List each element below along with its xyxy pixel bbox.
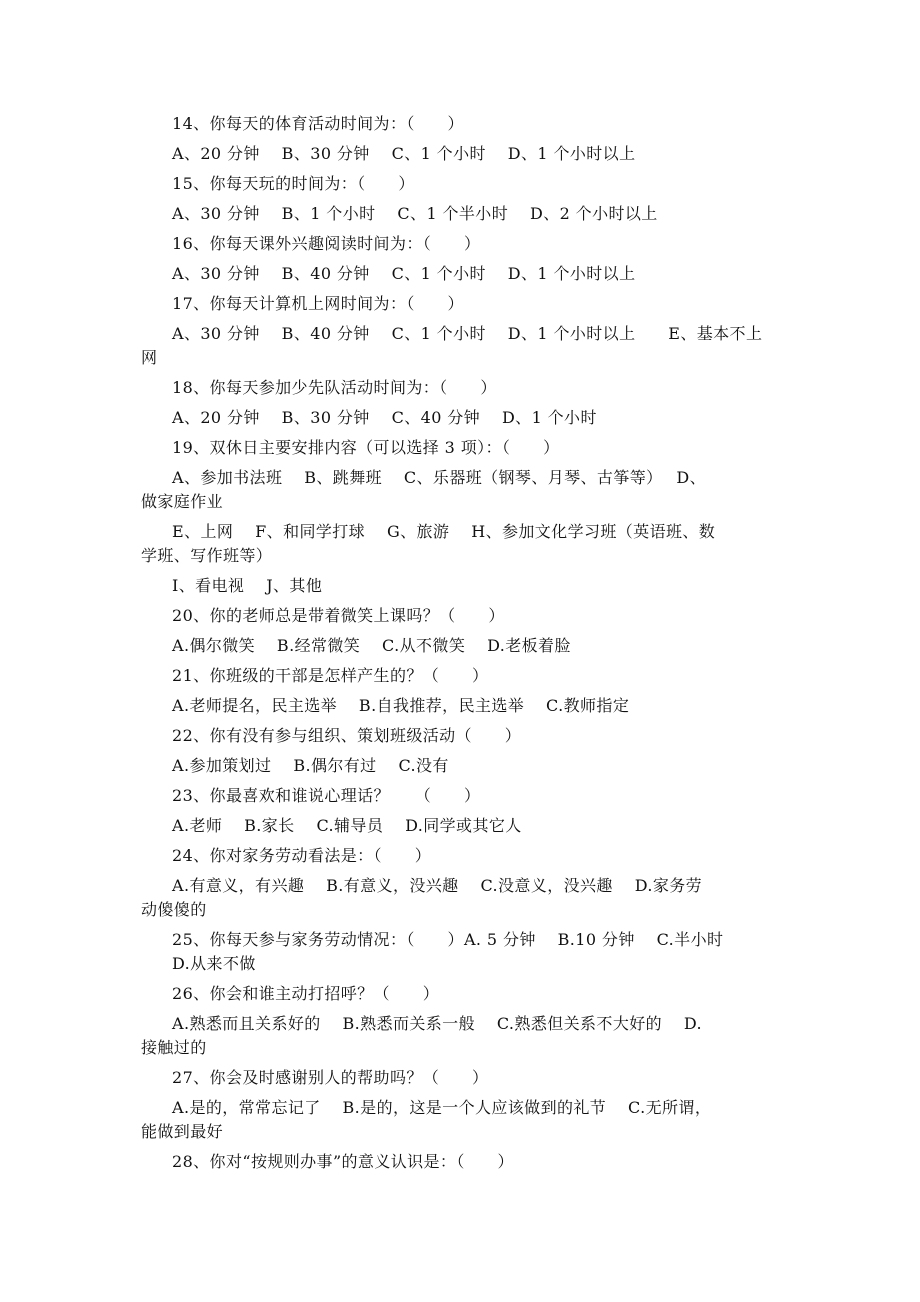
options-24-wrap: 动傻傻的 <box>141 900 207 919</box>
options-18: A、20 分钟 B、30 分钟 C、40 分钟 D、1 个小时 <box>172 408 597 427</box>
question-16: 16、你每天课外兴趣阅读时间为：（ ） <box>172 234 481 253</box>
question-27: 27、你会及时感谢别人的帮助吗？（ ） <box>172 1068 489 1087</box>
options-25-wrap: D.从来不做 <box>172 954 256 973</box>
question-22: 22、你有没有参与组织、策划班级活动（ ） <box>172 726 522 745</box>
options-16: A、30 分钟 B、40 分钟 C、1 个小时 D、1 个小时以上 <box>172 264 636 283</box>
question-15: 15、你每天玩的时间为：（ ） <box>172 174 415 193</box>
options-20: A.偶尔微笑 B.经常微笑 C.从不微笑 D.老板着脸 <box>172 636 571 655</box>
options-27-wrap: 能做到最好 <box>141 1122 224 1141</box>
options-19-a: A、参加书法班 B、跳舞班 C、乐器班（钢琴、月琴、古筝等） D、 <box>172 468 707 487</box>
question-26: 26、你会和谁主动打招呼？（ ） <box>172 984 440 1003</box>
options-14: A、20 分钟 B、30 分钟 C、1 个小时 D、1 个小时以上 <box>172 144 636 163</box>
options-15: A、30 分钟 B、1 个小时 C、1 个半小时 D、2 个小时以上 <box>172 204 658 223</box>
options-17: A、30 分钟 B、40 分钟 C、1 个小时 D、1 个小时以上 E、基本不上 <box>172 324 763 343</box>
options-21: A.老师提名，民主选举 B.自我推荐，民主选举 C.教师指定 <box>172 696 630 715</box>
options-22: A.参加策划过 B.偶尔有过 C.没有 <box>172 756 449 775</box>
options-26: A.熟悉而且关系好的 B.熟悉而关系一般 C.熟悉但关系不大好的 D. <box>172 1014 703 1033</box>
question-18: 18、你每天参加少先队活动时间为：（ ） <box>172 378 497 397</box>
options-17-wrap: 网 <box>141 348 158 367</box>
options-19-a-wrap: 做家庭作业 <box>141 492 224 511</box>
question-17: 17、你每天计算机上网时间为：（ ） <box>172 294 464 313</box>
question-14: 14、你每天的体育活动时间为：（ ） <box>172 114 464 133</box>
question-25: 25、你每天参与家务劳动情况：（ ）A. 5 分钟 B.10 分钟 C.半小时 <box>172 930 724 949</box>
question-24: 24、你对家务劳动看法是：（ ） <box>172 846 432 865</box>
options-19-e-wrap: 学班、写作班等） <box>141 546 273 565</box>
options-19-e: E、上网 F、和同学打球 G、旅游 H、参加文化学习班（英语班、数 <box>172 522 716 541</box>
question-19: 19、双休日主要安排内容（可以选择 3 项）：（ ） <box>172 438 560 457</box>
question-20: 20、你的老师总是带着微笑上课吗？（ ） <box>172 606 505 625</box>
question-28: 28、你对“按规则办事”的意义认识是：（ ） <box>172 1152 514 1171</box>
options-27: A.是的，常常忘记了 B.是的，这是一个人应该做到的礼节 C.无所谓， <box>172 1098 712 1117</box>
question-23: 23、你最喜欢和谁说心理话？ （ ） <box>172 786 481 805</box>
options-23: A.老师 B.家长 C.辅导员 D.同学或其它人 <box>172 816 522 835</box>
options-19-i: I、看电视 J、其他 <box>172 576 323 595</box>
options-24: A.有意义，有兴趣 B.有意义，没兴趣 C.没意义，没兴趣 D.家务劳 <box>172 876 703 895</box>
question-21: 21、你班级的干部是怎样产生的？（ ） <box>172 666 489 685</box>
options-26-wrap: 接触过的 <box>141 1038 207 1057</box>
